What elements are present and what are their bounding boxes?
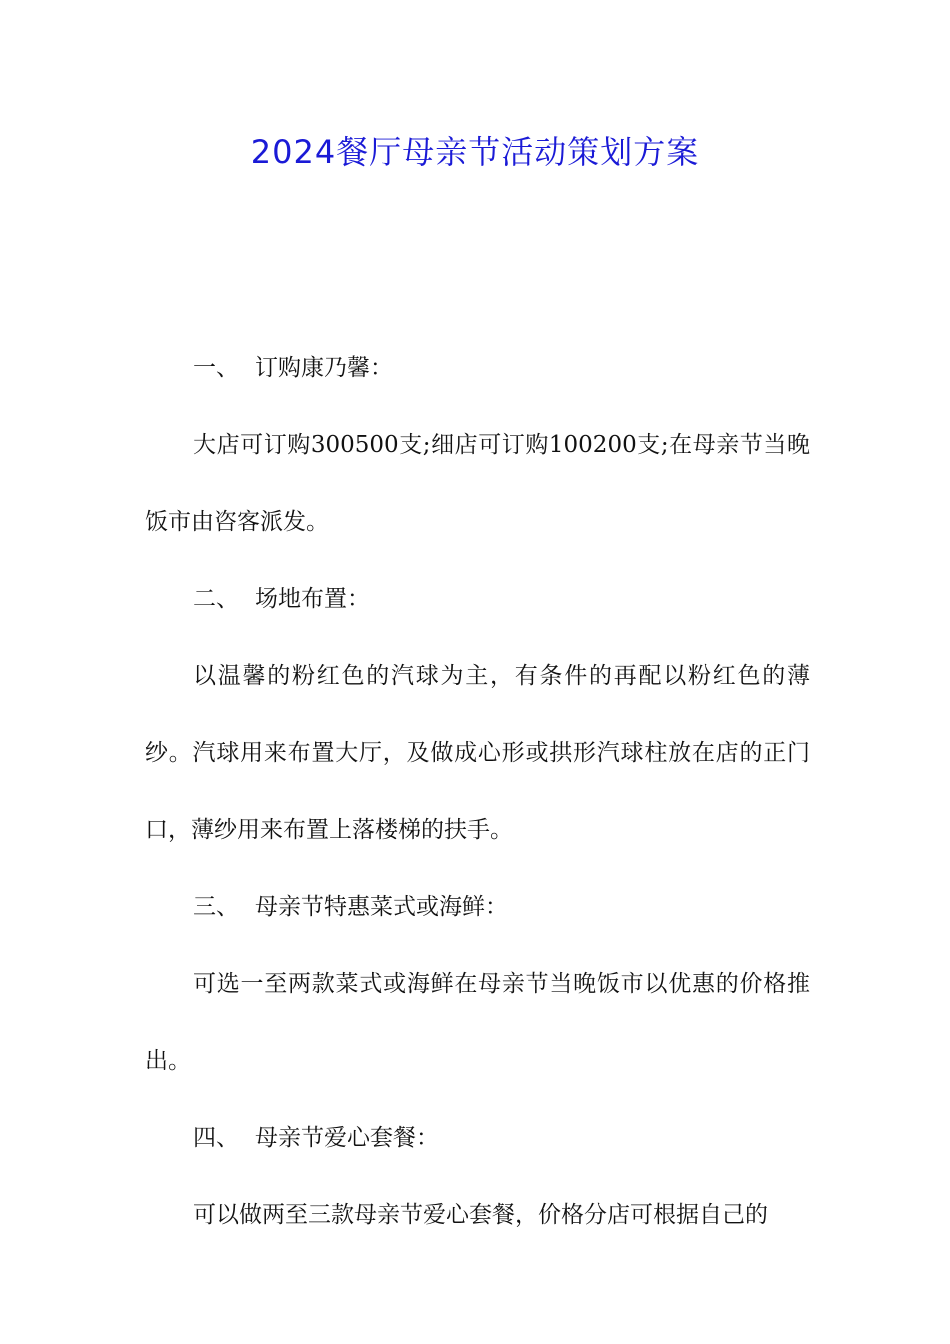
section-paragraph-2: 以温馨的粉红色的汽球为主，有条件的再配以粉红色的薄纱。汽球用来布置大厅，及做成心形或拱形汽球柱放在店的正门口，薄纱用来布置上落楼梯的扶手。 [145, 663, 810, 843]
section-paragraph-4: 可以做两至三款母亲节爱心套餐，价格分店可根据自己的 [193, 1202, 768, 1228]
section-heading-text: 订购康乃馨： [255, 355, 393, 381]
section-heading-3 [145, 869, 810, 946]
section-number: 四、 [193, 1125, 239, 1151]
section-heading-text: 母亲节爱心套餐： [255, 1125, 439, 1151]
section-number: 一、 [193, 355, 239, 381]
section-heading-text: 场地布置： [255, 586, 370, 612]
section-heading-text: 母亲节特惠菜式或海鲜： [255, 894, 508, 920]
document-body [145, 330, 810, 1254]
section-heading-2 [145, 561, 810, 638]
section-heading-4 [145, 1100, 810, 1177]
section-number: 三、 [193, 894, 239, 920]
document-title: 2024餐厅母亲节活动策划方案 [250, 133, 700, 171]
section-number: 二、 [193, 586, 239, 612]
section-paragraph-1: 大店可订购300500支;细店可订购100200支;在母亲节当晚饭市由咨客派发。 [145, 432, 810, 535]
section-paragraph-3: 可选一至两款菜式或海鲜在母亲节当晚饭市以优惠的价格推出。 [145, 971, 810, 1074]
section-heading-1 [145, 330, 810, 407]
